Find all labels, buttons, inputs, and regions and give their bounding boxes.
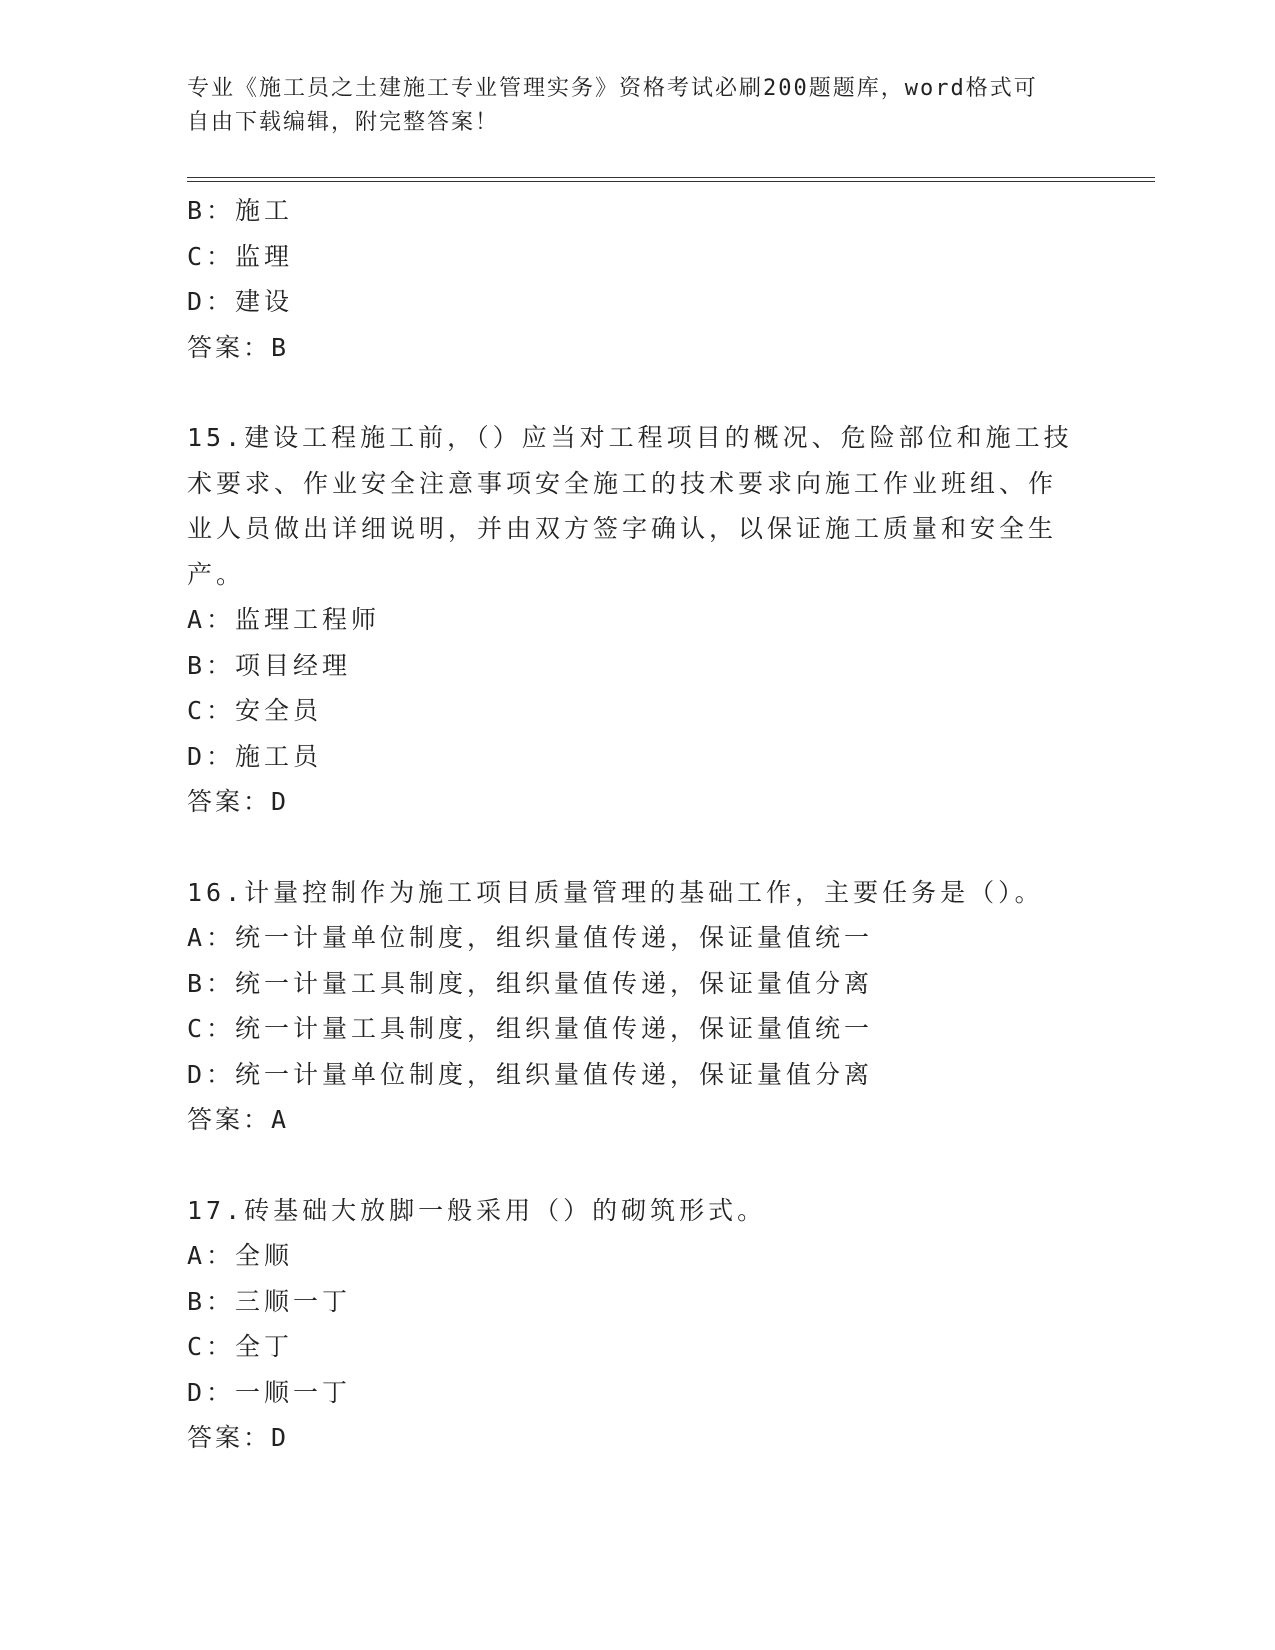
option-b: B：三顺一丁 xyxy=(187,1286,352,1316)
question-stem: 16.计量控制作为施工项目质量管理的基础工作，主要任务是（）。 xyxy=(187,877,1044,907)
answer: 答案：B xyxy=(187,332,290,362)
option-b: B：统一计量工具制度，组织量值传递，保证量值分离 xyxy=(187,968,874,998)
option-d: D：施工员 xyxy=(187,741,323,771)
question-16 xyxy=(187,870,1087,1143)
option-a: A：监理工程师 xyxy=(187,605,381,634)
option-d: D：统一计量单位制度，组织量值传递，保证量值分离 xyxy=(187,1059,874,1089)
option-c: C：监理 xyxy=(187,241,294,271)
spacer xyxy=(187,825,1087,870)
question-17 xyxy=(187,1188,1087,1461)
header-line-2: 自由下载编辑，附完整答案！ xyxy=(187,110,500,135)
option-c: C：全丁 xyxy=(187,1332,294,1361)
spacer xyxy=(187,370,1087,415)
option-c: C：安全员 xyxy=(187,696,323,725)
option-c: C：统一计量工具制度，组织量值传递，保证量值统一 xyxy=(187,1014,874,1043)
question-content xyxy=(187,188,1087,1461)
option-a: A：统一计量单位制度，组织量值传递，保证量值统一 xyxy=(187,923,874,952)
answer: 答案：A xyxy=(187,1105,290,1134)
header-divider xyxy=(187,177,1155,182)
spacer xyxy=(187,1143,1087,1188)
prev-question-block xyxy=(187,188,1087,370)
document-header xyxy=(187,72,1067,140)
question-stem: 15.建设工程施工前，（）应当对工程项目的概况、危险部位和施工技术要求、作业安全注意事项安全施工的技术要求向施工作业班组、作业人员做出详细说明，并由双方签字确认，以保证施工质量和安全生产。 xyxy=(187,423,1073,589)
question-15 xyxy=(187,415,1087,825)
question-stem: 17.砖基础大放脚一般采用（）的砌筑形式。 xyxy=(187,1195,767,1225)
answer: 答案：D xyxy=(187,787,290,816)
option-a: A：全顺 xyxy=(187,1241,294,1270)
answer: 答案：D xyxy=(187,1423,290,1452)
header-line-1: 专业《施工员之土建施工专业管理实务》资格考试必刷200题题库，word格式可 xyxy=(187,76,1038,101)
option-b: B：施工 xyxy=(187,196,294,225)
option-b: B：项目经理 xyxy=(187,650,352,680)
option-d: D：一顺一丁 xyxy=(187,1377,352,1407)
option-d: D：建设 xyxy=(187,287,294,316)
